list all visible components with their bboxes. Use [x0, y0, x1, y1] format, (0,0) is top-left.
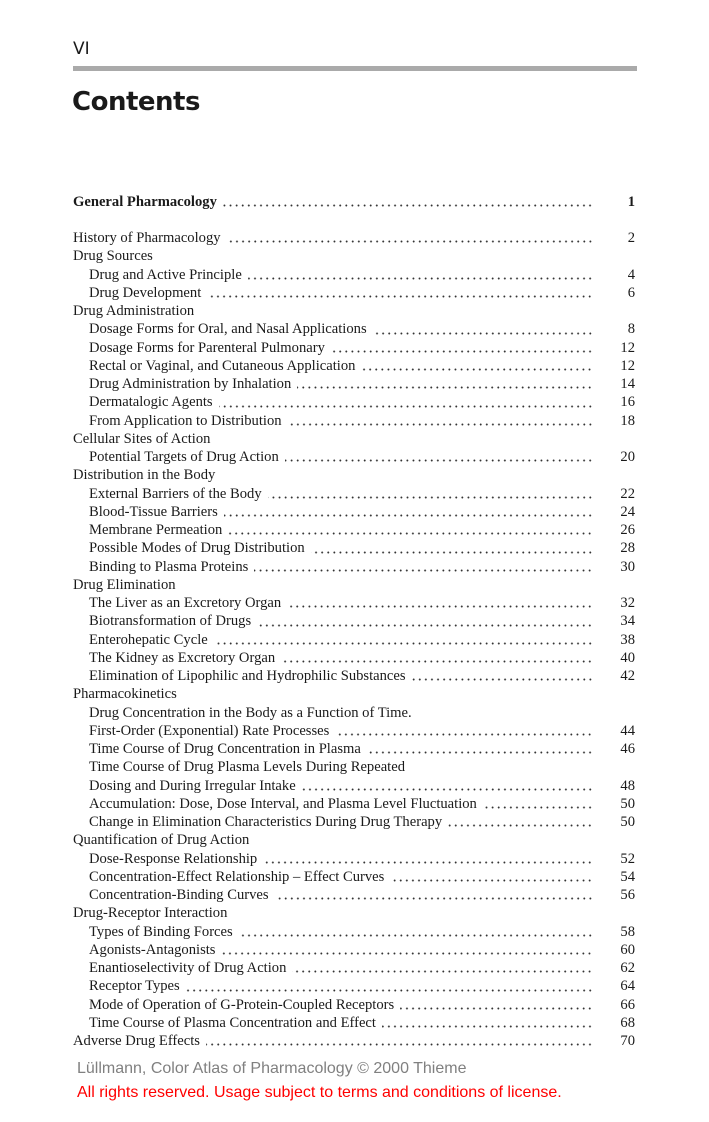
toc-entry[interactable] — [73, 777, 635, 795]
toc-entry-title: Drug-Receptor Interaction — [73, 905, 228, 922]
toc-entry-page: 16 — [620, 394, 635, 411]
toc-entry-page: 58 — [620, 923, 635, 940]
toc-section-page: 1 — [627, 194, 635, 210]
toc-entry-title: Agonists-Antagonists — [89, 941, 216, 958]
toc-section-title: General Pharmacology — [73, 194, 217, 210]
toc-entry-page: 2 — [627, 230, 635, 246]
toc-list — [73, 229, 635, 1050]
dot-leader — [373, 325, 593, 335]
toc-entry-title: External Barriers of the Body — [89, 485, 262, 502]
dot-leader — [311, 544, 593, 554]
toc-entry[interactable] — [73, 813, 635, 831]
toc-entry-title: History of Pharmacology — [73, 230, 221, 246]
toc-entry-page: 44 — [620, 722, 635, 739]
toc-entry[interactable] — [73, 539, 635, 557]
toc-entry-page: 40 — [620, 649, 635, 666]
toc-entry[interactable] — [73, 485, 635, 503]
toc-entry-title: Rectal or Vaginal, and Cutaneous Application — [89, 357, 356, 374]
toc-entry[interactable] — [73, 229, 635, 247]
toc-entry-title: Dosage Forms for Oral, and Nasal Applications — [89, 321, 367, 338]
dot-leader — [263, 854, 593, 864]
toc-entry-title: Dosing and During Irregular Intake — [89, 777, 296, 794]
toc-entry-page: 56 — [620, 887, 635, 903]
toc-entry-page: 8 — [627, 321, 635, 338]
toc-entry[interactable] — [73, 357, 635, 375]
dot-leader — [182, 580, 593, 590]
toc-entry-page: 14 — [620, 376, 635, 392]
toc-entry-title: Concentration-Effect Relationship – Effect Curves — [89, 868, 385, 885]
dot-leader — [292, 963, 593, 973]
toc-entry-page: 50 — [620, 814, 635, 830]
toc-entry-page: 62 — [620, 960, 635, 976]
dot-leader — [227, 233, 593, 243]
toc-entry[interactable] — [73, 996, 635, 1014]
toc-entry[interactable] — [73, 1032, 635, 1050]
toc-entry-title: Cellular Sites of Action — [73, 430, 211, 447]
toc-entry[interactable] — [73, 576, 635, 594]
toc-entry-title: From Application to Distribution — [89, 412, 282, 429]
toc-entry-title: Blood-Tissue Barriers — [89, 503, 218, 520]
toc-entry-page: 4 — [627, 266, 635, 283]
toc-entry[interactable] — [73, 868, 635, 886]
toc-entry-page: 32 — [620, 595, 635, 611]
dot-leader — [390, 872, 593, 882]
toc-entry[interactable] — [73, 704, 635, 722]
toc-entry[interactable] — [73, 430, 635, 448]
toc-entry-title: Dermatalogic Agents — [89, 394, 213, 411]
toc-entry[interactable] — [73, 612, 635, 630]
toc-entry-page: 52 — [620, 850, 635, 867]
toc-section-row[interactable] — [73, 193, 635, 211]
dot-leader — [214, 635, 593, 645]
toc-entry-title: Membrane Permeation — [89, 522, 223, 538]
toc-entry-title: Adverse Drug Effects — [73, 1033, 200, 1049]
toc-entry[interactable] — [73, 722, 635, 740]
toc-entry-title: Drug Sources — [73, 248, 153, 265]
toc-entry[interactable] — [73, 667, 635, 685]
dot-leader — [224, 507, 593, 517]
toc-entry-title: Pharmacokinetics — [73, 686, 177, 703]
dot-leader — [297, 379, 593, 389]
dot-leader — [221, 471, 593, 481]
dot-leader — [254, 562, 593, 572]
toc-entry[interactable] — [73, 247, 635, 265]
toc-entry[interactable] — [73, 521, 635, 539]
toc-entry-title: First-Order (Exponential) Rate Processes — [89, 722, 330, 739]
copyright-notice: Lüllmann, Color Atlas of Pharmacology © 2000 Thieme — [77, 1060, 467, 1077]
toc-entry[interactable] — [73, 412, 635, 430]
toc-entry[interactable] — [73, 466, 635, 484]
toc-entry-title: Accumulation: Dose, Dose Interval, and Plasma Level Fluctuation — [89, 795, 477, 812]
toc-entry-page: 12 — [620, 357, 635, 374]
dot-leader — [228, 525, 593, 535]
dot-leader — [483, 799, 593, 809]
toc-entry-title: Drug Administration by Inhalation — [89, 376, 292, 392]
dot-leader — [418, 708, 593, 718]
toc-entry-title: Dosage Forms for Parenteral Pulmonary — [89, 339, 325, 356]
dot-leader — [268, 489, 593, 499]
toc-entry[interactable] — [73, 302, 635, 320]
dot-leader — [331, 343, 593, 353]
toc-entry-page: 18 — [620, 412, 635, 429]
toc-entry-title: Distribution in the Body — [73, 467, 216, 484]
toc-entry-page: 22 — [620, 485, 635, 502]
toc-entry-page: 12 — [620, 339, 635, 356]
toc-entry[interactable] — [73, 558, 635, 576]
dot-leader — [361, 361, 593, 371]
toc-section-heading — [73, 193, 635, 211]
dot-leader — [382, 1018, 593, 1028]
dot-leader — [411, 763, 593, 773]
toc-entry-title: Possible Modes of Drug Distribution — [89, 540, 305, 557]
toc-entry[interactable] — [73, 740, 635, 758]
dot-leader — [233, 909, 593, 919]
dot-leader — [255, 836, 593, 846]
dot-leader — [257, 617, 593, 627]
dot-leader — [275, 890, 593, 900]
toc-entry-title: Receptor Types — [89, 978, 180, 995]
toc-entry[interactable] — [73, 266, 635, 284]
toc-entry-title: Time Course of Drug Plasma Levels During Repeated — [89, 759, 406, 776]
toc-entry[interactable] — [73, 320, 635, 338]
toc-entry-title: Biotransformation of Drugs — [89, 613, 252, 630]
toc-entry-title: Binding to Plasma Proteins — [89, 558, 249, 575]
toc-entry-page: 34 — [620, 613, 635, 630]
toc-entry[interactable] — [73, 941, 635, 959]
toc-entry[interactable] — [73, 594, 635, 612]
toc-entry[interactable] — [73, 284, 635, 302]
toc-entry[interactable] — [73, 758, 635, 776]
toc-entry[interactable] — [73, 393, 635, 411]
toc-entry-title: The Liver as an Excretory Organ — [89, 595, 282, 611]
toc-entry-title: Drug Concentration in the Body as a Function of Time. — [89, 704, 412, 721]
toc-entry-page: 42 — [620, 668, 635, 684]
toc-entry-page: 38 — [620, 631, 635, 648]
dot-leader — [207, 288, 593, 298]
toc-entry[interactable] — [73, 339, 635, 357]
toc-entry[interactable] — [73, 923, 635, 941]
dot-leader — [412, 671, 593, 681]
toc-entry-page: 46 — [620, 741, 635, 757]
toc-entry-page: 50 — [620, 795, 635, 812]
dot-leader — [223, 197, 593, 207]
header-rule — [73, 66, 637, 71]
toc-entry-page: 26 — [620, 522, 635, 538]
dot-leader — [448, 817, 593, 827]
dot-leader — [248, 270, 593, 280]
toc-entry[interactable] — [73, 685, 635, 703]
dot-leader — [367, 744, 593, 754]
toc-entry[interactable] — [73, 977, 635, 995]
toc-entry[interactable] — [73, 795, 635, 813]
toc-entry-title: Change in Elimination Characteristics During Drug Therapy — [89, 814, 443, 830]
toc-entry-page: 30 — [620, 558, 635, 575]
toc-entry-page: 60 — [620, 941, 635, 958]
toc-entry[interactable] — [73, 448, 635, 466]
toc-entry-title: Enantioselectivity of Drug Action — [89, 960, 287, 976]
toc-entry-page: 24 — [620, 503, 635, 520]
toc-entry-title: Concentration-Binding Curves — [89, 887, 269, 903]
dot-leader — [183, 690, 593, 700]
toc-entry-page: 48 — [620, 777, 635, 794]
dot-leader — [219, 398, 593, 408]
toc-entry-title: Drug and Active Principle — [89, 266, 242, 283]
toc-entry[interactable] — [73, 904, 635, 922]
toc-entry[interactable] — [73, 631, 635, 649]
dot-leader — [221, 945, 593, 955]
dot-leader — [285, 452, 593, 462]
toc-entry-title: Time Course of Plasma Concentration and Effect — [89, 1014, 376, 1031]
toc-entry-page: 68 — [620, 1014, 635, 1031]
toc-entry-title: Dose-Response Relationship — [89, 850, 258, 867]
toc-entry-title: Enterohepatic Cycle — [89, 631, 208, 648]
page-title: Contents — [72, 87, 200, 117]
toc-entry[interactable] — [73, 886, 635, 904]
dot-leader — [400, 1000, 593, 1010]
toc-entry-page: 66 — [620, 996, 635, 1013]
toc-entry-page: 64 — [620, 978, 635, 995]
dot-leader — [288, 416, 593, 426]
toc-entry-title: Drug Administration — [73, 303, 195, 319]
dot-leader — [186, 982, 593, 992]
toc-entry-page: 20 — [620, 449, 635, 465]
page-number: VI — [73, 39, 90, 59]
toc-entry[interactable] — [73, 503, 635, 521]
toc-entry[interactable] — [73, 831, 635, 849]
toc-entry-title: The Kidney as Excretory Organ — [89, 649, 276, 666]
toc-entry-page: 28 — [620, 540, 635, 557]
toc-entry-title: Mode of Operation of G-Protein-Coupled Receptors — [89, 996, 395, 1013]
dot-leader — [206, 1036, 593, 1046]
dot-leader — [281, 653, 593, 663]
toc-entry[interactable] — [73, 959, 635, 977]
toc-entry-title: Potential Targets of Drug Action — [89, 449, 279, 465]
toc-entry-title: Types of Binding Forces — [89, 923, 233, 940]
toc-entry-title: Drug Development — [89, 284, 202, 301]
dot-leader — [335, 726, 593, 736]
toc-entry-page: 70 — [620, 1033, 635, 1049]
dot-leader — [239, 927, 593, 937]
dot-leader — [216, 434, 593, 444]
toc-entry-page: 54 — [620, 868, 635, 885]
toc-entry[interactable] — [73, 649, 635, 667]
toc-entry[interactable] — [73, 850, 635, 868]
dot-leader — [302, 781, 593, 791]
dot-leader — [200, 306, 593, 316]
toc-entry-title: Elimination of Lipophilic and Hydrophilic Substances — [89, 668, 406, 684]
toc-entry-page: 6 — [627, 284, 635, 301]
toc-entry-title: Time Course of Drug Concentration in Plasma — [89, 741, 361, 757]
license-notice: All rights reserved. Usage subject to terms and conditions of license. — [77, 1084, 562, 1101]
toc-entry[interactable] — [73, 375, 635, 393]
toc-entry-title: Drug Elimination — [73, 576, 176, 593]
toc-entry-title: Quantification of Drug Action — [73, 832, 250, 849]
dot-leader — [159, 252, 593, 262]
dot-leader — [287, 598, 593, 608]
toc-entry[interactable] — [73, 1014, 635, 1032]
